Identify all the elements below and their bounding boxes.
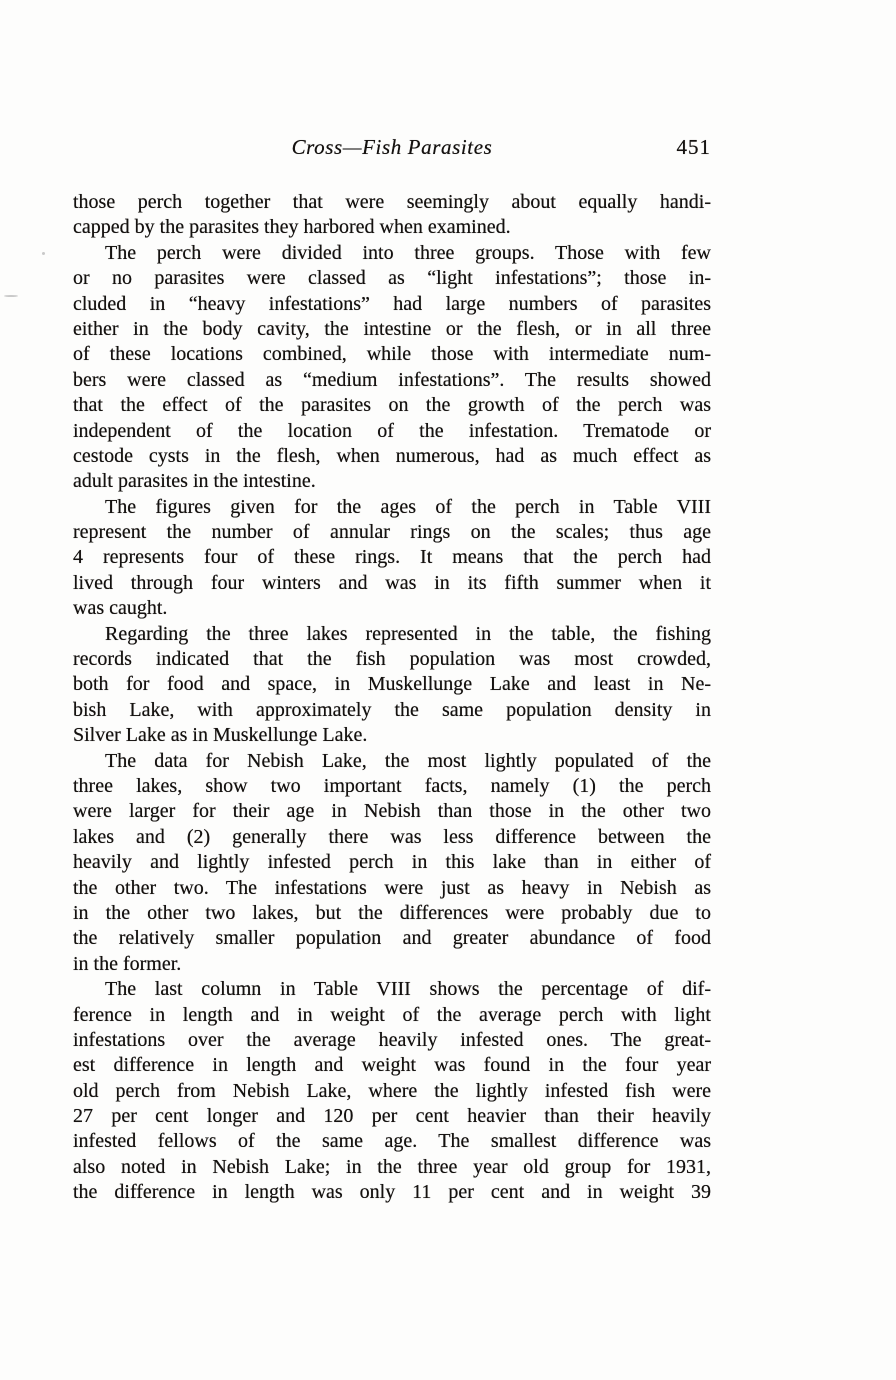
text-line: infestations over the average heavily infested ones. The great- (73, 1028, 711, 1051)
text-line: bers were classed as “medium infestations”. The results showed (73, 368, 711, 391)
text-line: were larger for their age in Nebish than those in the other two (73, 800, 711, 823)
paragraph (73, 622, 711, 749)
text-line: the difference in length was only 11 per cent and in weight 39 (73, 1181, 711, 1204)
text-line: The figures given for the ages of the perch in Table VIII (105, 495, 711, 518)
text-line: that the effect of the parasites on the growth of the perch was (73, 394, 711, 417)
running-header (73, 134, 711, 160)
text-line: bish Lake, with approximately the same population density in (73, 698, 711, 721)
text-line: was caught. (73, 597, 168, 620)
text-line: cestode cysts in the flesh, when numerous, had as much effect as (73, 444, 711, 467)
text-line: lived through four winters and was in its fifth summer when it (73, 571, 711, 594)
text-line: est difference in length and weight was found in the four year (73, 1054, 711, 1077)
page-number: 451 (676, 135, 711, 159)
text-line: ference in length and in weight of the average perch with light (73, 1003, 711, 1026)
paragraph (73, 749, 711, 978)
text-line: of these locations combined, while those with intermediate num- (73, 343, 711, 366)
text-line: in the other two lakes, but the differences were probably due to (73, 901, 711, 924)
running-header-title: Cross—Fish Parasites (291, 135, 493, 159)
paragraph (73, 495, 711, 622)
text-line: represent the number of annular rings on the scales; thus age (73, 521, 711, 544)
text-line: heavily and lightly infested perch in this lake than in either of (73, 851, 711, 874)
text-line: those perch together that were seemingly about equally handi- (73, 191, 711, 213)
text-line: lakes and (2) generally there was less difference between the (73, 825, 711, 848)
text-line: or no parasites were classed as “light infestations”; those in- (73, 267, 711, 290)
text-line: records indicated that the fish population was most crowded, (73, 648, 711, 671)
text-line: three lakes, show two important facts, namely (1) the perch (73, 774, 711, 797)
text-line: 27 per cent longer and 120 per cent heavier than their heavily (73, 1105, 711, 1128)
text-line: independent of the location of the infestation. Trematode or (73, 419, 711, 442)
text-line: the other two. The infestations were just as heavy in Nebish as (73, 876, 711, 899)
text-line: also noted in Nebish Lake; in the three year old group for 1931, (73, 1155, 711, 1178)
text-line: either in the body cavity, the intestine or the flesh, or in all three (73, 317, 711, 340)
text-line: The perch were divided into three groups. Those with few (105, 241, 711, 264)
text-block (73, 134, 711, 1206)
text-line: the relatively smaller population and greater abundance of food (73, 927, 711, 950)
text-line: cluded in “heavy infestations” had large numbers of parasites (73, 292, 711, 315)
body-text (73, 190, 711, 1206)
paragraph (73, 241, 711, 495)
text-line: The data for Nebish Lake, the most lightly populated of the (105, 749, 711, 772)
scan-speck (42, 252, 45, 255)
text-line: old perch from Nebish Lake, where the lightly infested fish were (73, 1079, 711, 1102)
text-line: Silver Lake as in Muskellunge Lake. (73, 724, 368, 747)
text-line: 4 represents four of these rings. It means that the perch had (73, 546, 711, 569)
text-line: in the former. (73, 952, 182, 975)
text-line: adult parasites in the intestine. (73, 470, 316, 493)
text-line: infested fellows of the same age. The smallest difference was (73, 1130, 711, 1153)
text-line: capped by the parasites they harbored when examined. (73, 216, 511, 239)
scan-speck (4, 295, 18, 297)
text-line: Regarding the three lakes represented in the table, the fishing (105, 622, 711, 645)
text-line: both for food and space, in Muskellunge Lake and least in Ne- (73, 673, 711, 696)
paragraph (73, 977, 711, 1206)
text-line: The last column in Table VIII shows the percentage of dif- (105, 978, 711, 1001)
paragraph (73, 190, 711, 241)
